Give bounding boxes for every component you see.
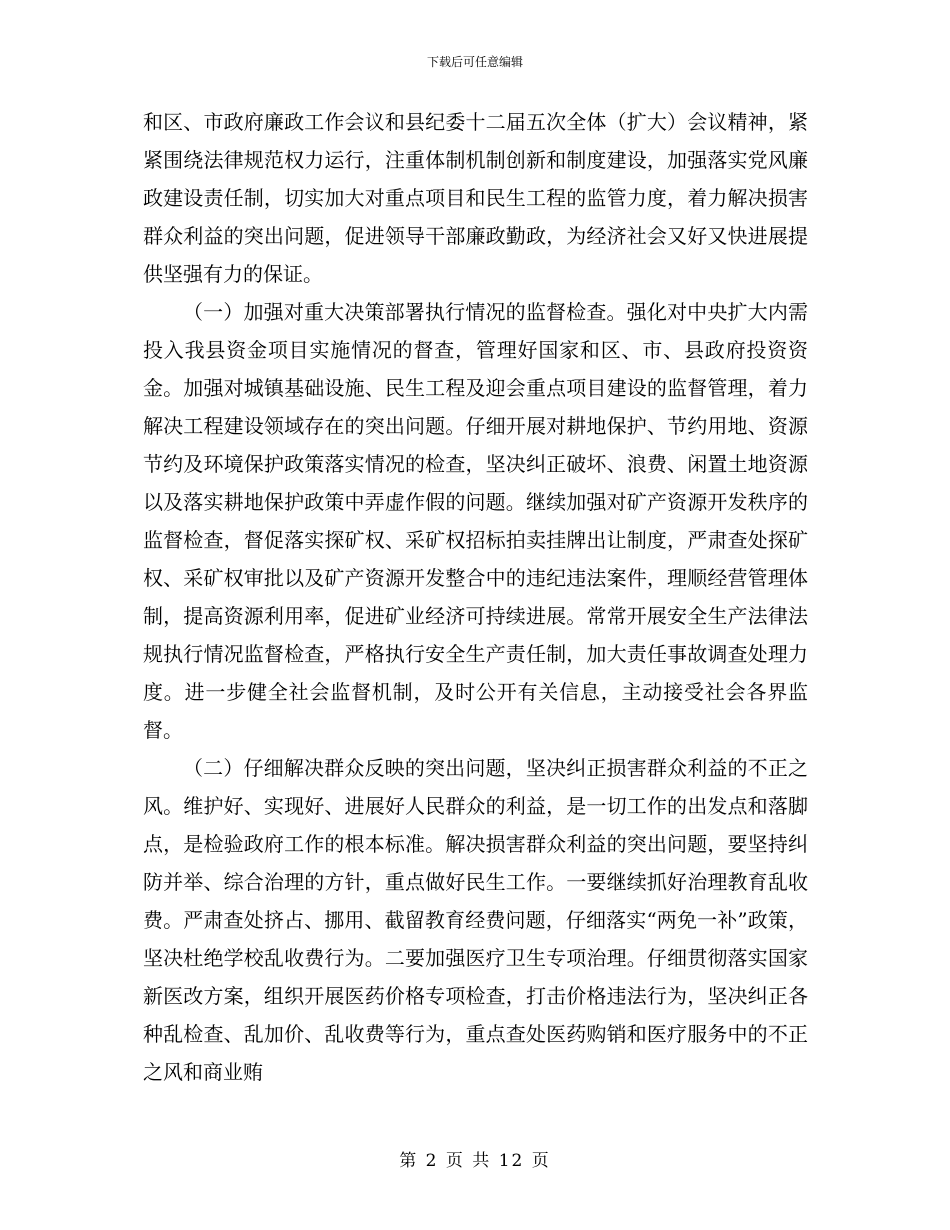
paragraph-section-two: （二）仔细解决群众反映的突出问题，坚决纠正损害群众利益的不正之风。维护好、实现好、进展好人民群众的利益，是一切工作的出发点和落脚点，是检验政府工作的根本标准。解决损害群众利益的突出问题，要坚持纠防并举、综合治理的方针，重点做好民生工作。一要继续抓好治理教育乱收费。严肃查处挤占、挪用、截留教育经费问题，仔细落实“两免一补”政策，坚决杜绝学校乱收费行为。二要加强医疗卫生专项治理。仔细贯彻落实国家新医改方案，组织开展医药价格专项检查，打击价格违法行为，坚决纠正各种乱检查、乱加价、乱收费等行为，重点查处医药购销和医疗服务中的不正之风和商业贿 [143,756,808,1084]
paragraph-section-one: （一）加强对重大决策部署执行情况的监督检查。强化对中央扩大内需投入我县资金项目实施情况的督查，管理好国家和区、市、县政府投资资金。加强对城镇基础设施、民生工程及迎会重点项目建设的监督管理，着力解决工程建设领域存在的突出问题。仔细开展对耕地保护、节约用地、资源节约及环境保护政策落实情况的检查，坚决纠正破坏、浪费、闲置土地资源以及落实耕地保护政策中弄虚作假的问题。继续加强对矿产资源开发秩序的监督检查，督促落实探矿权、采矿权招标拍卖挂牌出让制度，严肃查处探矿权、采矿权审批以及矿产资源开发整合中的违纪违法案件，理顺经营管理体制，提高资源利用率，促进矿业经济可持续进展。常常开展安全生产法律法规执行情况监督检查，严格执行安全生产责任制，加大责任事故调查处理力度。进一步健全社会监督机制，及时公开有关信息，主动接受社会各界监督。 [143,300,808,742]
page-header: 下载后可任意编辑 [426,55,523,69]
paragraph-continuation: 和区、市政府廉政工作会议和县纪委十二届五次全体（扩大）会议精神，紧紧围绕法律规范权力运行，注重体制机制创新和制度建设，加强落实党风廉政建设责任制，切实加大对重点项目和民生工程的监管力度，着力解决损害群众利益的突出问题，促进领导干部廉政勤政，为经济社会又好又快进展提供坚强有力的保证。 [143,110,808,286]
page-footer: 第 2 页 共 12 页 [399,1151,551,1171]
document-body [143,103,808,1091]
